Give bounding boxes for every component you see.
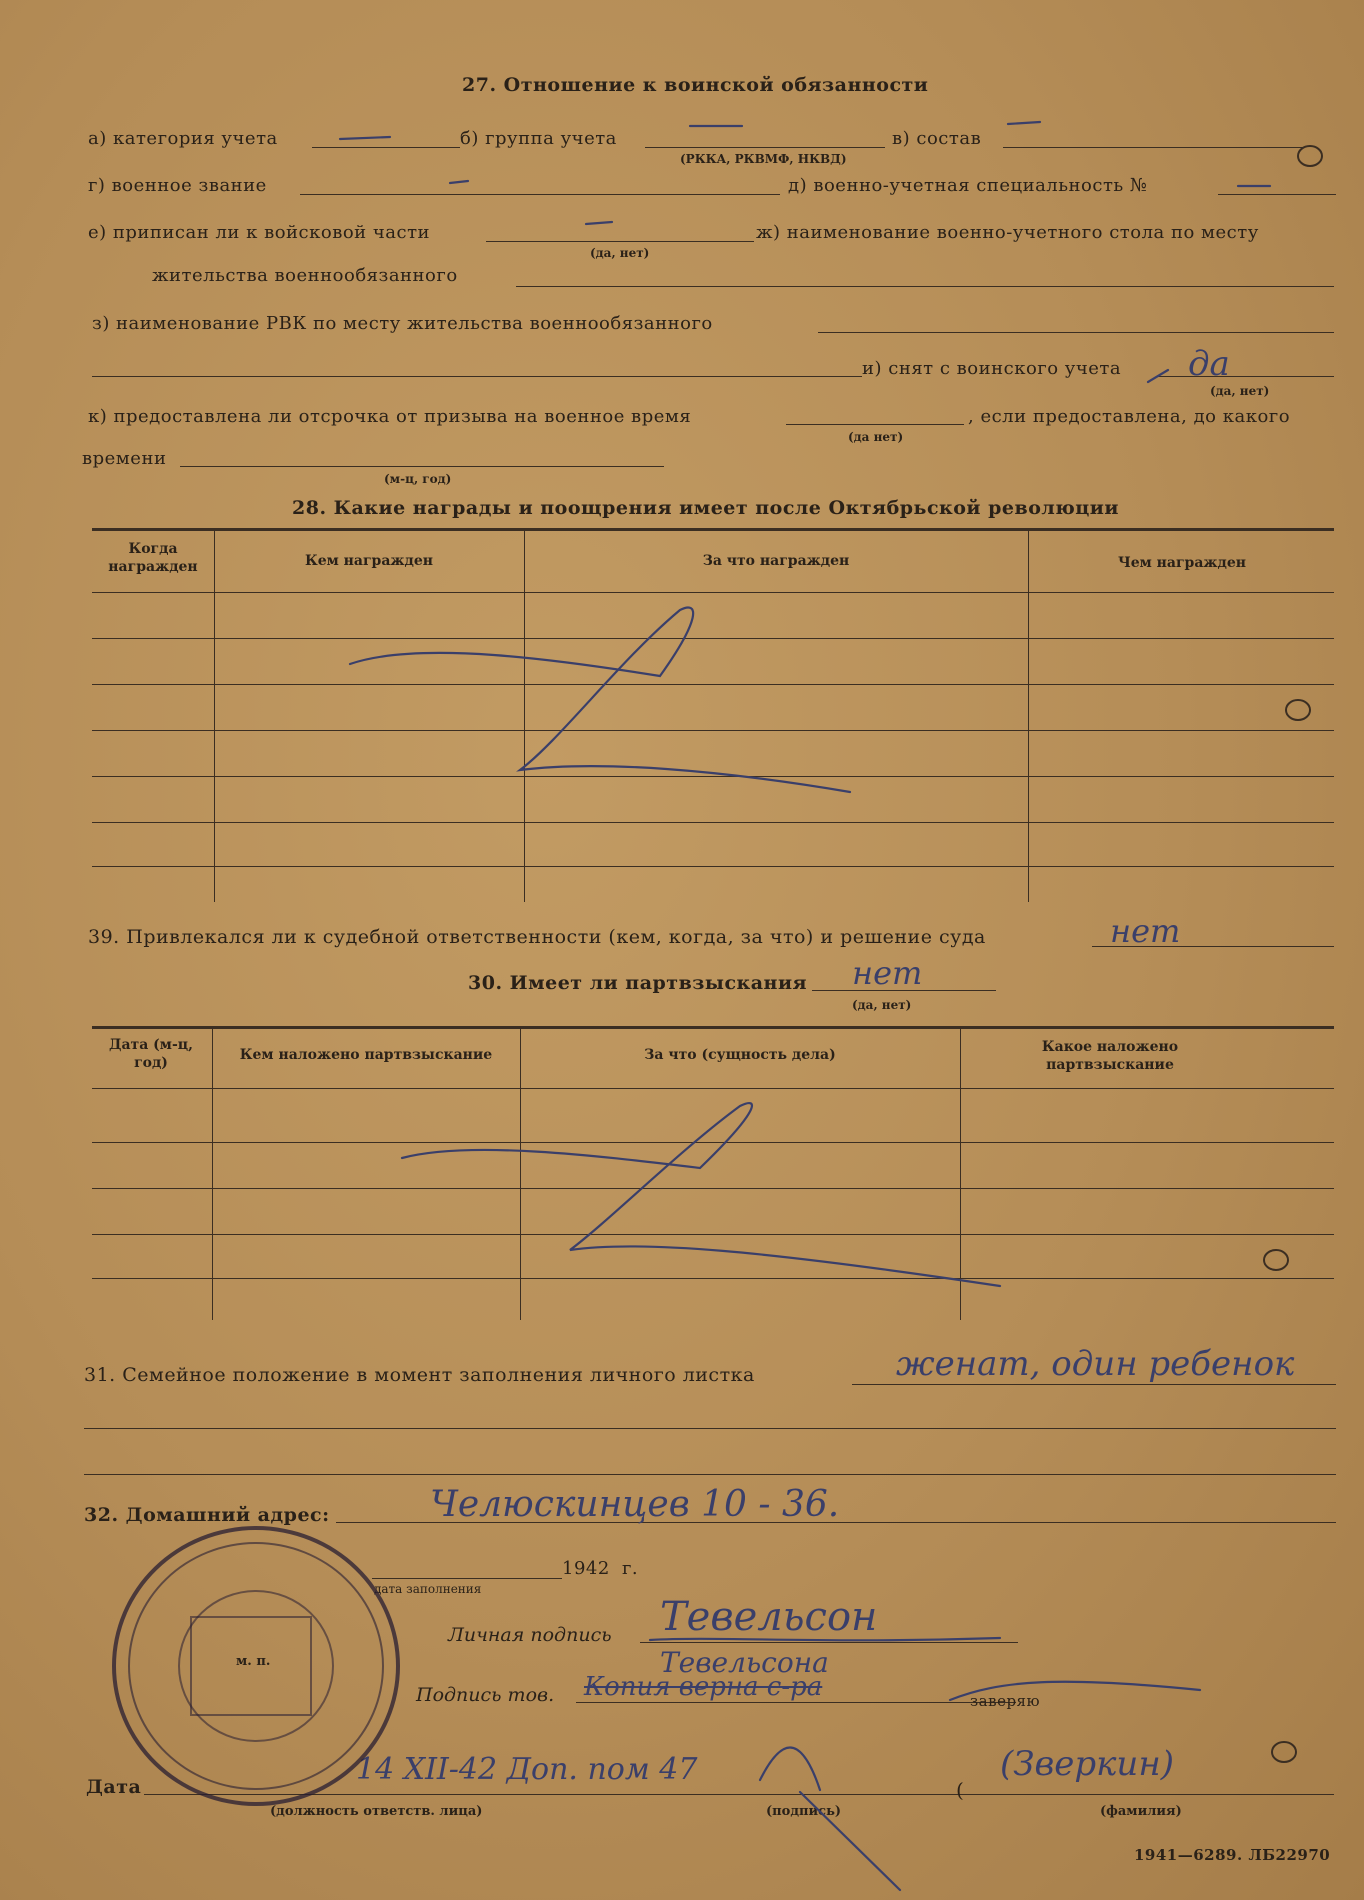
deferment-time-hint: (м-ц, год) (384, 472, 452, 486)
punch-hole (1286, 700, 1310, 720)
account-group-hint: (РККА, РКВМФ, НКВД) (680, 152, 847, 166)
deregistered-value: да (1188, 344, 1230, 384)
comrade-signature-value: Тевельсона (660, 1646, 829, 1679)
awards-col-when: Когда награжден (108, 541, 198, 575)
penalty-col-date: Дата (м-ц, год) (109, 1037, 193, 1071)
assigned-unit-hint: (да, нет) (590, 246, 650, 260)
awards-dash-mark (350, 608, 850, 792)
assigned-unit-label: е) приписан ли к войсковой части (88, 222, 431, 243)
dash-mark (1148, 370, 1168, 382)
punch-hole (1264, 1250, 1288, 1270)
print-code: 1941—6289. ЛБ22970 (1134, 1846, 1331, 1864)
deregistered-label: и) снят с воинского учета (862, 358, 1122, 379)
surname-value: (Зверкин) (1000, 1744, 1174, 1784)
deferment-time-label: времени (82, 448, 167, 469)
fill-date-suffix: г. (622, 1558, 639, 1579)
home-address-label: 32. Домашний адрес: (84, 1504, 330, 1526)
comrade-signature-scribble (950, 1682, 1200, 1700)
deferment-until-label: , если предоставлена, до какого (968, 406, 1291, 427)
court-liability-label: 39. Привлекался ли к судебной ответственности (кем, когда, за что) и решение суда (88, 926, 986, 948)
account-group-label: б) группа учета (460, 128, 617, 149)
awards-col-by-whom: Кем награжден (304, 553, 434, 569)
penalty-dash-mark (402, 1103, 1000, 1286)
signature-hint: (подпись) (766, 1804, 842, 1819)
penalty-col-type: Какое наложено партвзыскание (1041, 1039, 1179, 1073)
section-27-title: 27. Отношение к воинской обязанности (462, 74, 929, 96)
dash-mark (1008, 122, 1040, 124)
personal-signature-flourish (650, 1638, 1000, 1640)
home-address-value: Челюскинцев 10 - 36. (430, 1484, 840, 1525)
registration-office-label-cont: жительства военнообязанного (152, 265, 458, 286)
certify-label: заверяю (970, 1692, 1041, 1710)
account-category-label: а) категория учета (88, 128, 278, 149)
composition-label: в) состав (892, 128, 982, 149)
section-30-title: 30. Имеет ли партвзыскания (468, 972, 808, 994)
personal-signature-label: Личная подпись (448, 1624, 612, 1646)
personal-signature-value: Тевельсон (660, 1594, 878, 1640)
marital-status-label: 31. Семейное положение в момент заполнения личного листка (84, 1364, 755, 1386)
awards-col-for-what: За что награжден (702, 553, 850, 569)
date-signature-stroke (760, 1748, 900, 1891)
party-penalty-hint: (да, нет) (852, 998, 912, 1012)
penalty-col-reason: За что (сущность дела) (644, 1047, 836, 1063)
military-specialty-label: д) военно-учетная специальность № (788, 175, 1148, 196)
awards-col-award: Чем награжден (1117, 555, 1247, 571)
marital-status-value: женат, один ребенок (896, 1344, 1295, 1384)
military-rank-label: г) военное звание (88, 175, 267, 196)
deferment-label: к) предоставлена ли отсрочка от призыва на военное время (88, 406, 692, 427)
copy-verified-struck: Копия верна с-ра (584, 1672, 823, 1702)
fill-date-hint: дата заполнения (374, 1582, 482, 1596)
rvk-label: з) наименование РВК по месту жительства военнообязанного (92, 313, 713, 334)
court-liability-value: нет (1110, 912, 1181, 950)
section-28-title: 28. Какие награды и поощрения имеет после Октябрьской революции (292, 497, 1119, 519)
position-hint: (должность ответств. лица) (270, 1804, 483, 1819)
fill-date-year: 1942 (562, 1558, 610, 1579)
stamp-mp-label: м. п. (236, 1654, 271, 1669)
punch-hole (1272, 1742, 1296, 1762)
party-penalty-value: нет (852, 954, 923, 992)
deferment-hint: (да нет) (848, 430, 904, 444)
surname-paren: ( (956, 1778, 965, 1802)
dash-mark (450, 181, 468, 183)
dash-mark (586, 222, 612, 224)
date-value: 14 XII-42 Доп. пом 47 (356, 1752, 698, 1787)
registration-office-label: ж) наименование военно-учетного стола по месту (756, 222, 1259, 243)
punch-hole (1298, 146, 1322, 166)
penalty-col-by-whom: Кем наложено партвзыскание (239, 1047, 493, 1063)
surname-hint: (фамилия) (1100, 1804, 1182, 1819)
deregistered-hint: (да, нет) (1210, 384, 1270, 398)
comrade-signature-label: Подпись тов. (416, 1684, 555, 1706)
date-label: Дата (86, 1776, 142, 1798)
dash-mark (340, 137, 390, 139)
